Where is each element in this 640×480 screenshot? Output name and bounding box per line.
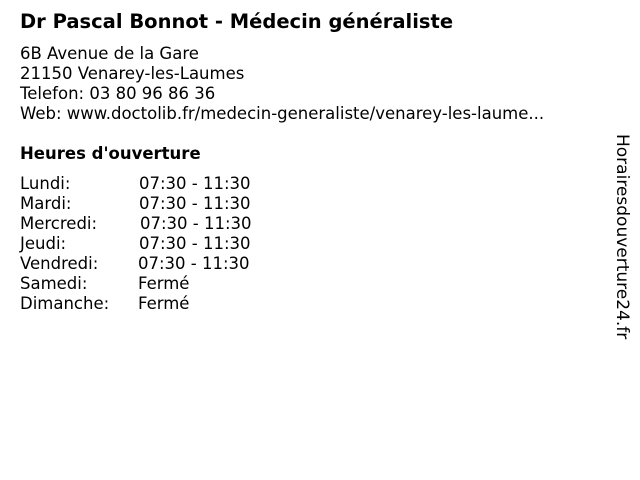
address-block [20, 44, 544, 124]
day-label: Vendredi: [20, 254, 99, 273]
time-value: 07:30 - 11:30 [138, 254, 250, 273]
time-value: 07:30 - 11:30 [139, 234, 251, 253]
day-label: Jeudi: [20, 234, 67, 253]
time-value: Fermé [138, 274, 190, 293]
site-watermark: Horairesdouverture24.fr [612, 134, 632, 340]
day-label: Lundi: [20, 174, 71, 193]
time-value: Fermé [138, 294, 190, 313]
city-address: 21150 Venarey-les-Laumes [20, 64, 245, 83]
time-value: 07:30 - 11:30 [140, 214, 252, 233]
day-label: Dimanche: [20, 294, 110, 313]
street-address: 6B Avenue de la Gare [20, 44, 199, 63]
time-value: 07:30 - 11:30 [139, 174, 251, 193]
hours-heading: Heures d'ouverture [20, 144, 201, 163]
phone-number: Telefon: 03 80 96 86 36 [20, 84, 216, 103]
page-title: Dr Pascal Bonnot - Médecin généraliste [20, 10, 454, 33]
website-link[interactable]: Web: www.doctolib.fr/medecin-generaliste/venarey-les-laume... [20, 104, 545, 123]
day-label: Mardi: [20, 194, 72, 213]
time-value: 07:30 - 11:30 [139, 194, 251, 213]
day-label: Samedi: [20, 274, 88, 293]
day-label: Mercredi: [20, 214, 98, 233]
